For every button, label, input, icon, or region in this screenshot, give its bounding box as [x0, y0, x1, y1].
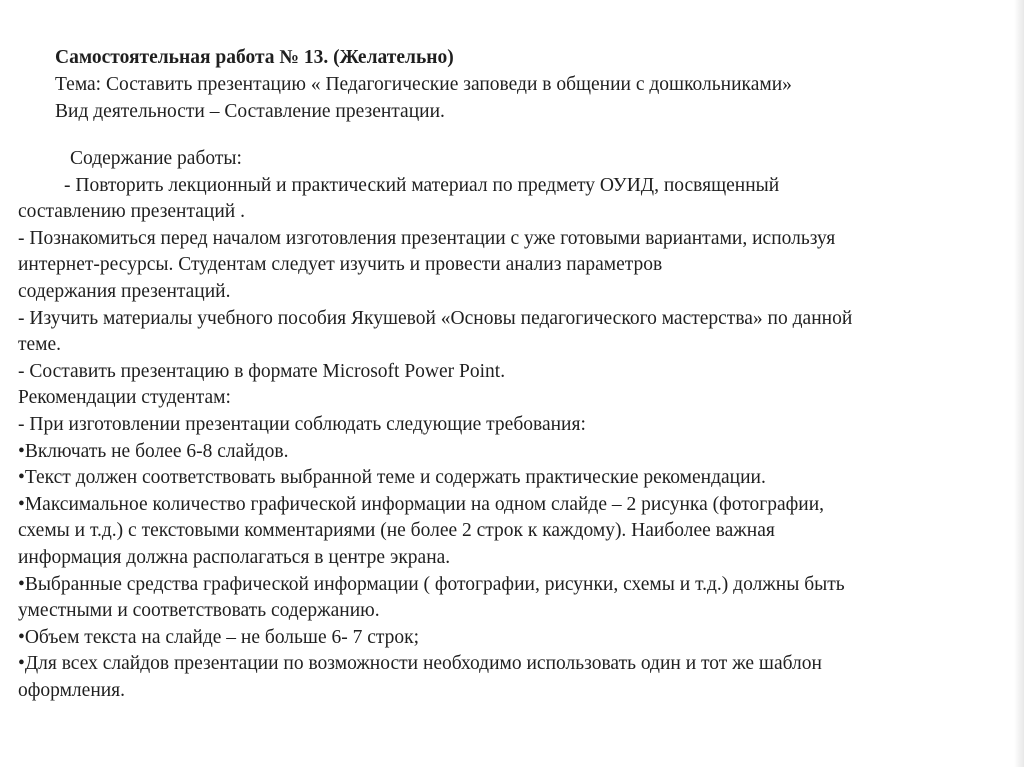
task-4: - Составить презентацию в формате Microsoft Power Point. — [18, 360, 506, 382]
recommendation-item-2: •Текст должен соответствовать выбранной теме и содержать практические рекомендации. — [18, 467, 766, 489]
recommendation-item-3-line-3: информация должна располагаться в центре экрана. — [18, 546, 451, 568]
slide-body — [18, 146, 1018, 704]
recommendations-heading: Рекомендации студентам: — [18, 387, 231, 409]
recommendation-item-3-line-1: •Максимальное количество графической информации на одном слайде – 2 рисунка (фотографии, — [18, 493, 825, 515]
recommendation-item-4-line-1: •Выбранные средства графической информации ( фотографии, рисунки, схемы и т.д.) должны быть — [18, 573, 845, 595]
task-2-line-3: содержания презентаций. — [18, 280, 231, 302]
task-1-line-1: - Повторить лекционный и практический материал по предмету ОУИД, посвященный — [64, 174, 780, 196]
work-title: Самостоятельная работа № 13. (Желательно) — [55, 47, 454, 68]
recommendation-item-6-line-1: •Для всех слайдов презентации по возможности необходимо использовать один и тот же шаблон — [18, 653, 822, 675]
recommendation-item-3-line-2: схемы и т.д.) с текстовыми комментариями (не более 2 строк к каждому). Наиболее важная — [18, 520, 775, 542]
work-topic: Тема: Составить презентацию « Педагогические заповеди в общении с дошкольниками» — [55, 74, 792, 95]
slide-header — [55, 44, 792, 125]
task-3-line-1: - Изучить материалы учебного пособия Якушевой «Основы педагогического мастерства» по данной — [18, 307, 853, 329]
task-2-line-2: интернет-ресурсы. Студентам следует изучить и провести анализ параметров — [18, 254, 663, 276]
task-3-line-2: теме. — [18, 334, 62, 356]
work-activity: Вид деятельности – Составление презентации. — [55, 101, 445, 122]
recommendation-item-1: •Включать не более 6-8 слайдов. — [18, 440, 289, 462]
task-2-line-1: - Познакомиться перед началом изготовления презентации с уже готовыми вариантами, используя — [18, 227, 836, 249]
recommendations-intro: - При изготовлении презентации соблюдать следующие требования: — [18, 413, 586, 435]
content-heading: Содержание работы: — [70, 148, 242, 169]
recommendation-item-6-line-2: оформления. — [18, 679, 126, 701]
task-1-line-2: составлению презентаций . — [18, 201, 245, 223]
recommendation-item-4-line-2: уместными и соответствовать содержанию. — [18, 600, 380, 622]
recommendation-item-5: •Объем текста на слайде – не больше 6- 7 строк; — [18, 626, 420, 648]
